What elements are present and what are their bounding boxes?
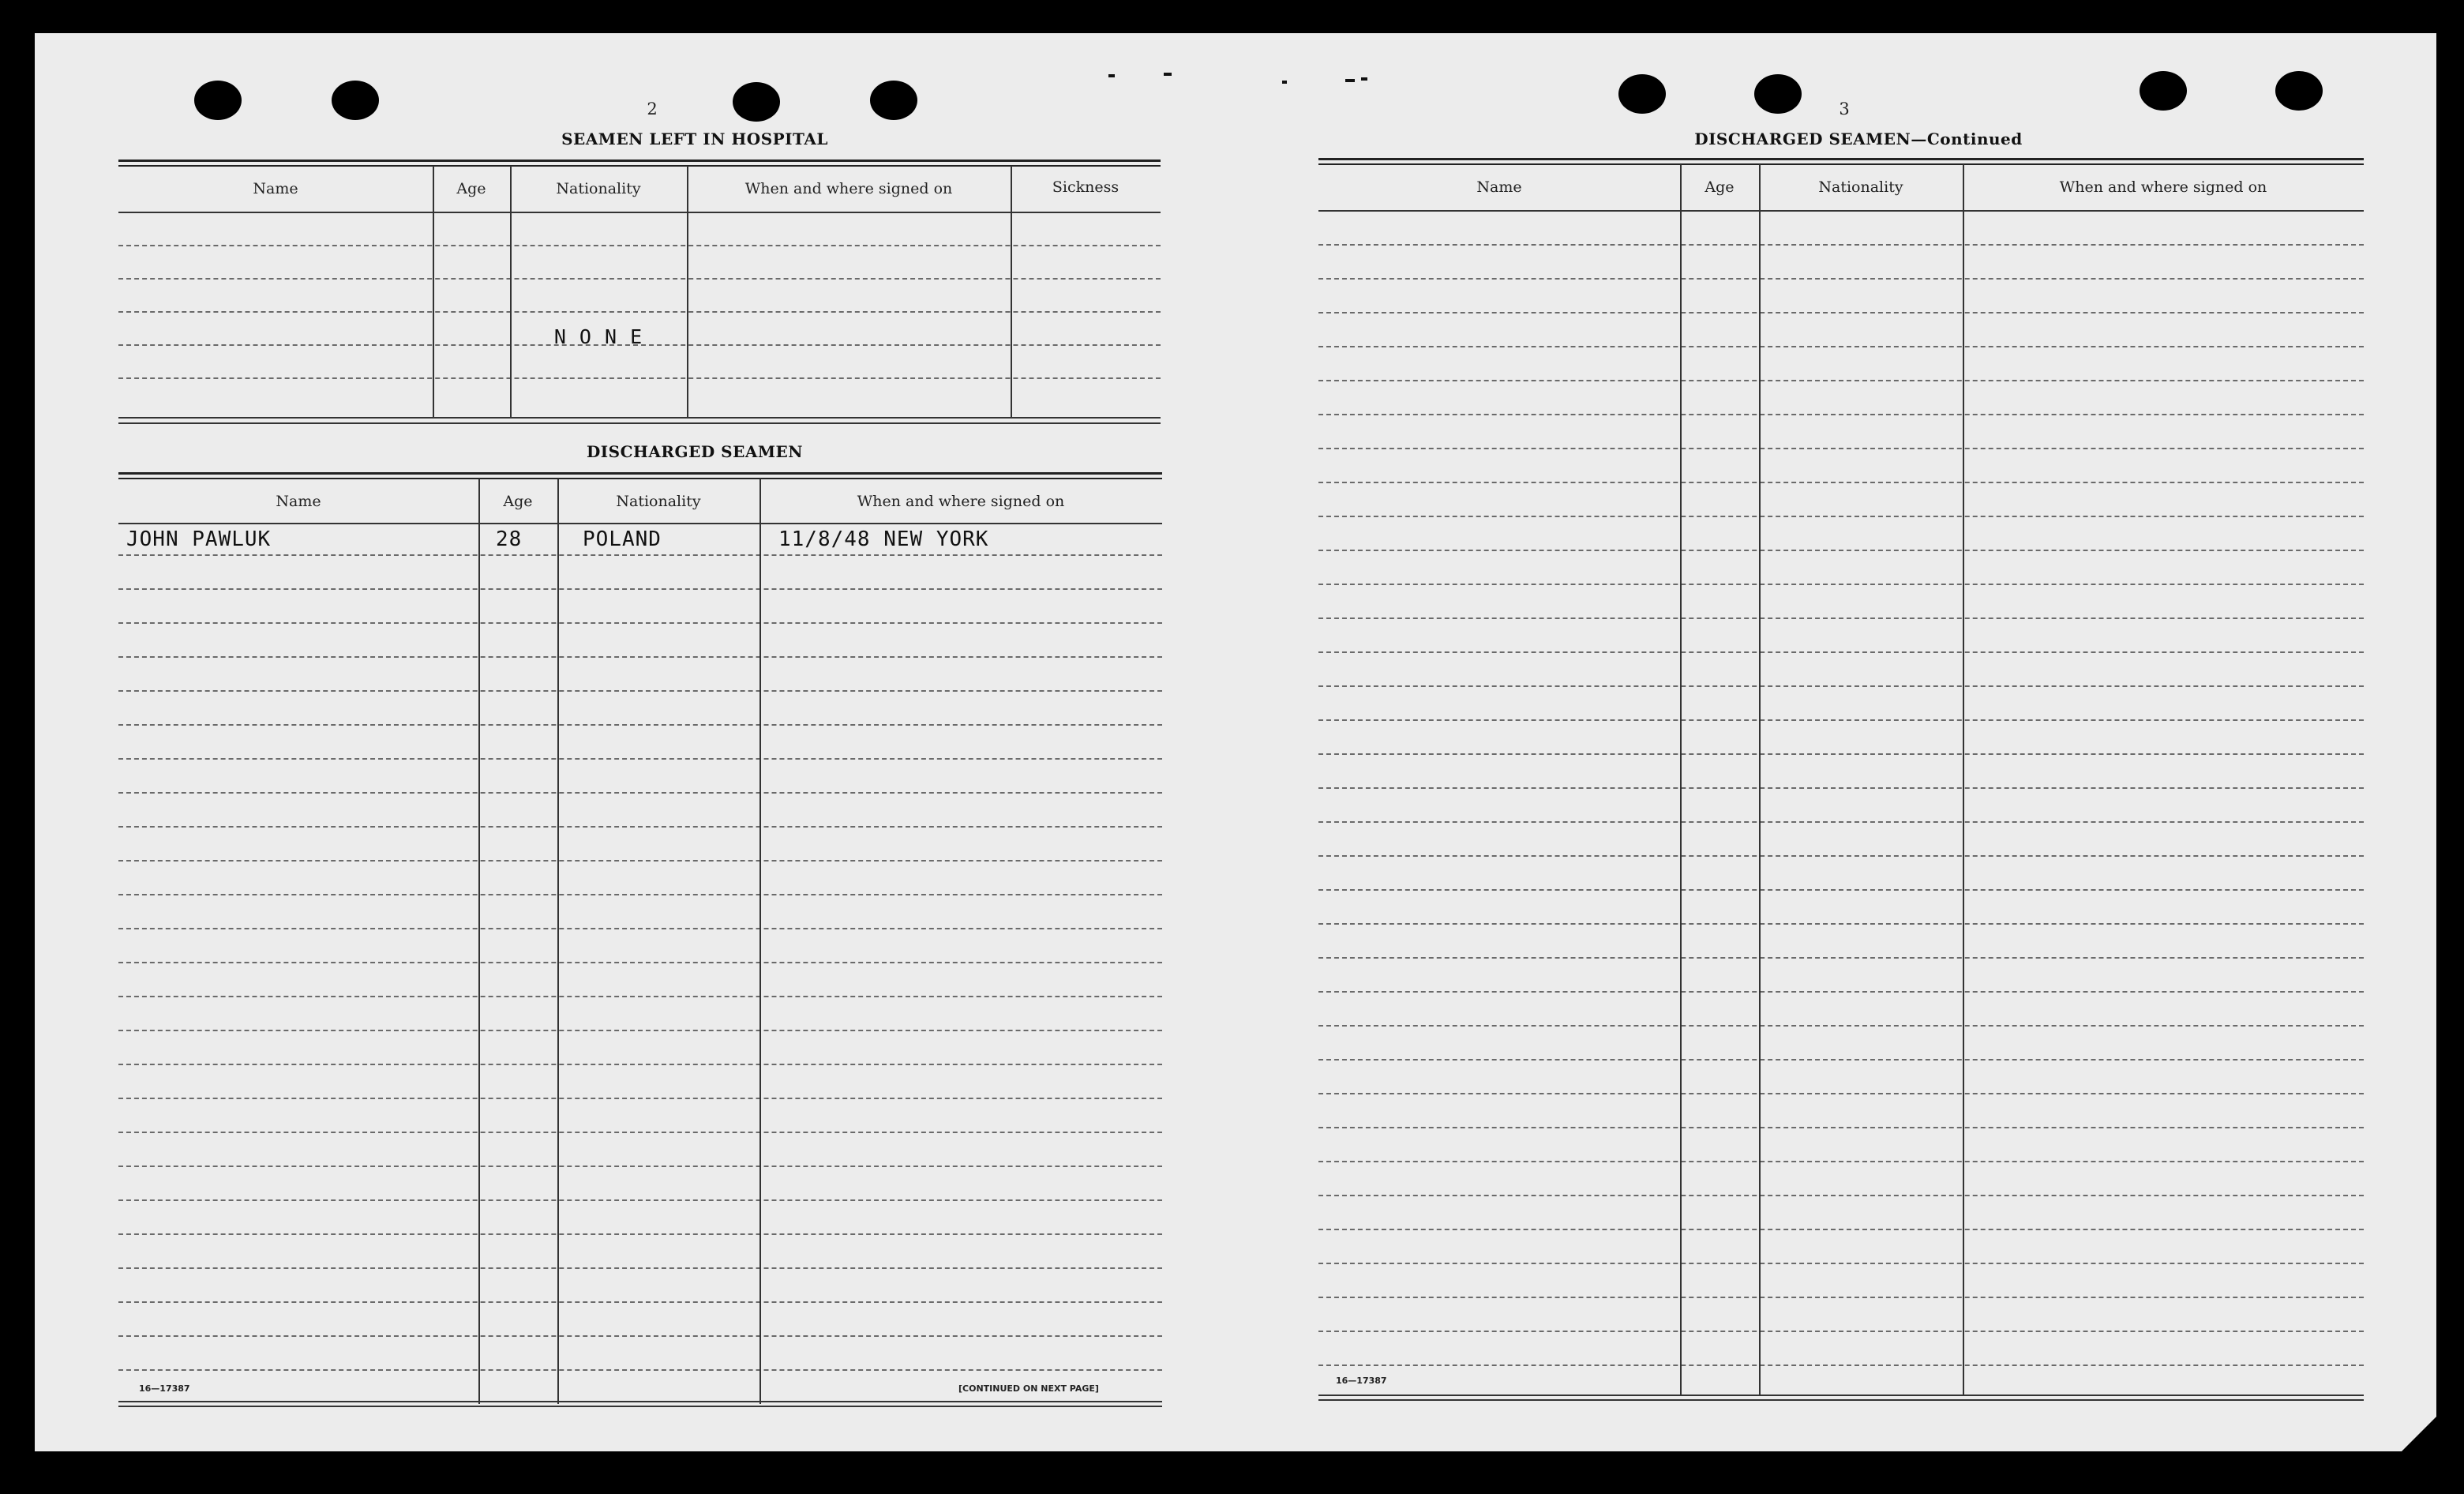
seaman-age: 28 (496, 527, 523, 551)
punch-hole (332, 81, 379, 120)
column-header-nationality: Nationality (1818, 178, 1903, 196)
punch-hole (2275, 71, 2323, 111)
column-header-signed-on: When and where signed on (2059, 178, 2267, 196)
seaman-name: JOHN PAWLUK (126, 527, 272, 551)
punch-hole (733, 82, 780, 122)
hospital-section-title: SEAMEN LEFT IN HOSPITAL (561, 130, 828, 148)
discharged-continued-title (1314, 130, 2403, 148)
page-number-left: 2 (647, 99, 658, 118)
punch-hole (1618, 74, 1666, 114)
punch-hole (1754, 74, 1802, 114)
ink-speck (1164, 73, 1172, 76)
ink-speck (1345, 79, 1355, 82)
form-number-right: 16—17387 (1336, 1376, 1387, 1386)
punch-hole (2140, 71, 2187, 111)
ink-speck (1282, 81, 1287, 84)
punch-hole (870, 81, 917, 120)
column-header-nationality: Nationality (616, 493, 701, 510)
continued-note: [CONTINUED ON NEXT PAGE] (958, 1383, 1099, 1394)
column-header-sickness: Sickness (1052, 178, 1119, 196)
hospital-none-entry: N O N E (553, 325, 643, 348)
column-header-nationality: Nationality (556, 180, 641, 197)
ink-speck (1361, 77, 1367, 81)
column-header-name: Name (276, 493, 321, 510)
column-header-signed-on: When and where signed on (744, 180, 953, 197)
form-number-left: 16—17387 (139, 1383, 190, 1394)
discharged-table-right (1318, 158, 2364, 1401)
hospital-table (118, 160, 1161, 425)
column-header-name: Name (253, 180, 298, 197)
page-number-right: 3 (1839, 99, 1850, 118)
column-header-age: Age (503, 493, 533, 510)
column-header-name: Name (1476, 178, 1522, 196)
ink-speck (1108, 74, 1115, 77)
discharged-section-title: DISCHARGED SEAMEN (586, 442, 804, 461)
column-header-age: Age (456, 180, 486, 197)
seaman-signed-on: 11/8/48 NEW YORK (778, 527, 989, 551)
document-spread (35, 33, 2436, 1451)
discharged-title-suffix: —Continued (1911, 130, 2023, 148)
discharged-title-main: DISCHARGED SEAMEN (1694, 130, 1911, 148)
discharged-table-left (118, 472, 1162, 1412)
column-header-signed-on: When and where signed on (857, 493, 1065, 510)
seaman-nationality: POLAND (583, 527, 662, 551)
column-header-age: Age (1705, 178, 1735, 196)
punch-hole (194, 81, 242, 120)
page-corner-cut (2402, 1417, 2436, 1451)
